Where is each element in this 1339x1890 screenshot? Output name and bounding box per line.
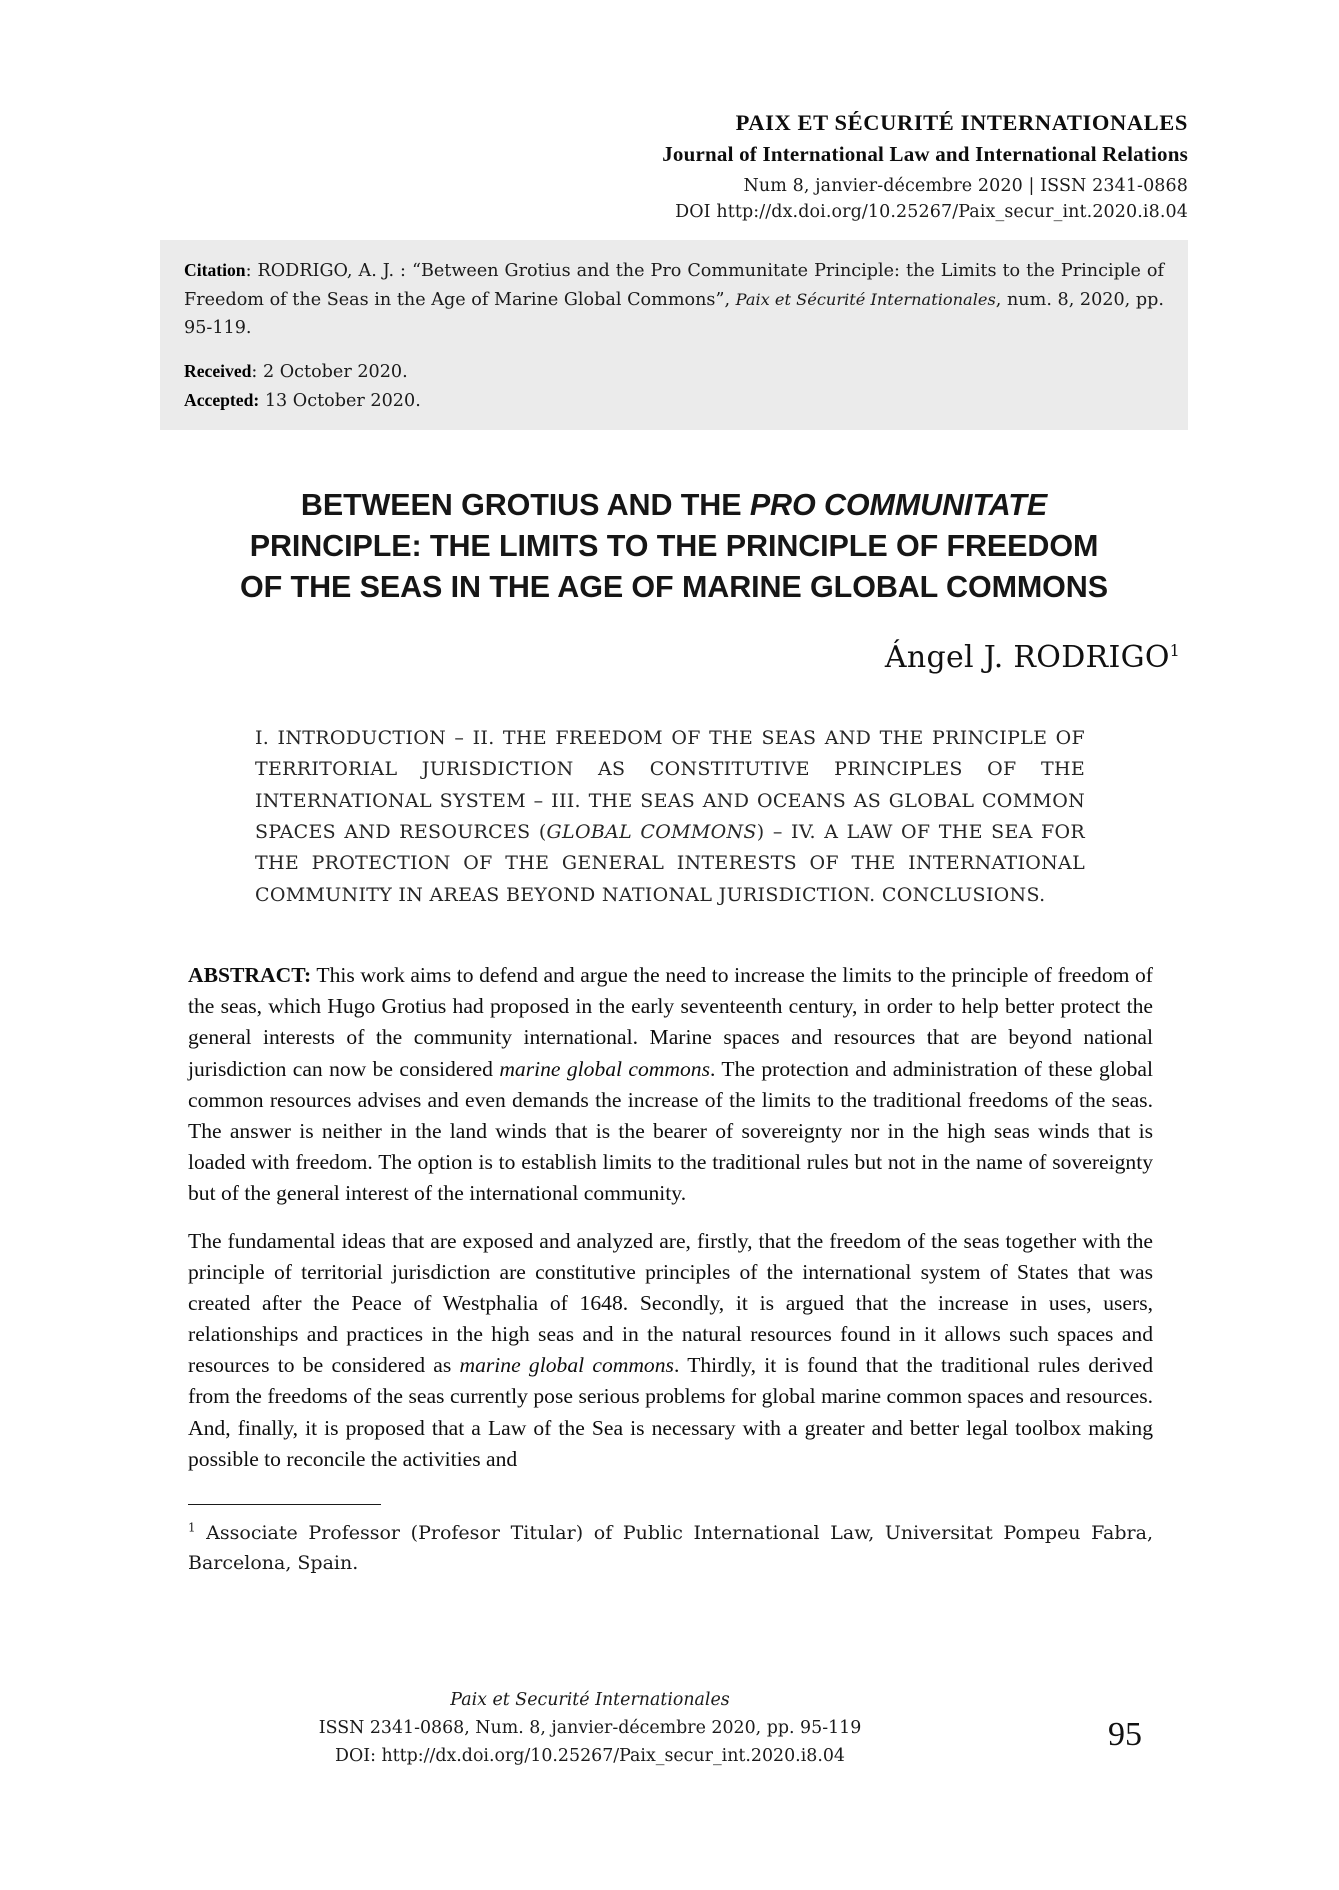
- citation-text-before-italic: : RODRIGO, A. J. : “Between Grotius and the Pro Communitate Principle: the Limits to the Principle of Freedom of the Seas in the Age of Marine Global Commons”,: [184, 261, 1164, 310]
- footnote-marker: 1: [188, 1520, 196, 1535]
- abstract-p1-part-a: This work aims to defend and argue the need to increase the limits to the principle of freedom of the seas, which Hugo Grotius had proposed in the early seventeenth century, in order to help better protect the general interests of the community international. Marine spaces and resources that are beyond national jurisdiction can now be considered: [188, 963, 1153, 1081]
- toc-part2: ) – IV. A LAW OF THE SEA FOR THE PROTECTION OF THE GENERAL INTERESTS OF THE INTERNATIONAL COMMUNITY IN AREAS BEYOND NATIONAL JURISDICTION. CONCLUSIONS.: [255, 821, 1086, 906]
- received-label: Received: [184, 360, 252, 381]
- journal-masthead: [160, 108, 1188, 226]
- footnote-separator-rule: [188, 1504, 381, 1505]
- accepted-label: Accepted:: [184, 390, 260, 410]
- abstract-paragraph-1: [188, 960, 1153, 1210]
- page-footer: [160, 1686, 1020, 1771]
- citation-label: Citation: [184, 260, 246, 280]
- footnote-text: Associate Professor (Profesor Titular) of Public International Law, Universitat Pompeu Fabra, Barcelona, Spain.: [188, 1522, 1153, 1575]
- article-contents-summary: [255, 723, 1085, 911]
- footer-journal-name: Paix et Securité Internationales: [450, 1690, 730, 1710]
- author-footnote-marker: 1: [1169, 642, 1180, 660]
- abstract-p1-italic: marine global commons: [499, 1056, 710, 1081]
- citation-box: [160, 240, 1188, 430]
- journal-subtitle: Journal of International Law and International Relations: [662, 141, 1188, 166]
- journal-name: PAIX ET SÉCURITÉ INTERNATIONALES: [735, 110, 1188, 135]
- citation-paragraph: [184, 256, 1164, 343]
- received-value: : 2 October 2020.: [251, 361, 408, 382]
- accepted-value: 13 October 2020.: [259, 391, 421, 411]
- toc-part1: I. INTRODUCTION – II. THE FREEDOM OF THE SEAS AND THE PRINCIPLE OF TERRITORIAL JURISDICTION AS CONSTITUTIVE PRINCIPLES OF THE INTERNATIONAL SYSTEM – III. THE SEAS AND OCEANS AS GLOBAL COMMON SPACES AND RESOURCES (: [255, 727, 1085, 844]
- author-name: Ángel J. RODRIGO: [884, 640, 1170, 675]
- abstract-p2-italic: marine global commons: [459, 1353, 674, 1378]
- abstract-paragraph-2: [188, 1226, 1153, 1476]
- title-line2: PRINCIPLE: THE LIMITS TO THE PRINCIPLE OF FREEDOM: [249, 529, 1099, 564]
- received-line: [184, 357, 1164, 387]
- title-line1-prefix: BETWEEN GROTIUS AND THE: [300, 488, 750, 523]
- citation-text-after-italic: , num. 8, 2020, pp. 95-119.: [184, 289, 1164, 338]
- issue-line: Num 8, janvier-décembre 2020 | ISSN 2341-0868: [743, 176, 1188, 197]
- abstract-label: ABSTRACT:: [188, 963, 312, 987]
- citation-journal-italic: Paix et Sécurité Internationales: [735, 289, 996, 309]
- masthead-doi-line: DOI http://dx.doi.org/10.25267/Paix_secur_int.2020.i8.04: [675, 202, 1188, 223]
- footer-issn-line: ISSN 2341-0868, Num. 8, janvier-décembre 2020, pp. 95-119: [318, 1718, 862, 1739]
- title-line3: OF THE SEAS IN THE AGE OF MARINE GLOBAL COMMONS: [240, 570, 1108, 605]
- abstract-p1-part-b: . The protection and administration of these global common resources advises and even demands the increase of the limits to the traditional freedoms of the seas. The answer is neither in the land winds that is the bearer of sovereignty nor in the high seas winds that is loaded with freedom. The option is to establish limits to the traditional rules but not in the name of sovereignty but of the general interest of the international community.: [188, 1056, 1153, 1206]
- toc-italic-global-commons: GLOBAL COMMONS: [546, 821, 757, 844]
- author-byline: [168, 640, 1180, 675]
- footnote-1: [188, 1518, 1153, 1578]
- abstract-p2-part-b: . Thirdly, it is found that the traditional rules derived from the freedoms of the seas currently pose serious problems for global marine common spaces and resources. And, finally, it is proposed that a Law of the Sea is necessary with a greater and better legal toolbox making possible to reconcile the activities and: [188, 1353, 1153, 1471]
- page-number: 95: [1108, 1716, 1142, 1753]
- abstract-body: [188, 960, 1153, 1491]
- accepted-line: [184, 386, 1164, 416]
- citation-dates: [184, 357, 1164, 416]
- abstract-p2-part-a: The fundamental ideas that are exposed and analyzed are, firstly, that the freedom of the seas together with the principle of territorial jurisdiction are constitutive principles of the international system of States that was created after the Peace of Westphalia of 1648. Secondly, it is argued that the increase in uses, users, relationships and practices in the high seas and in the natural resources found in it allows such spaces and resources to be considered as: [188, 1228, 1153, 1378]
- footer-doi-line: DOI: http://dx.doi.org/10.25267/Paix_secur_int.2020.i8.04: [335, 1746, 845, 1767]
- title-line1-italic: PRO COMMUNITATE: [749, 488, 1048, 523]
- article-title: [168, 485, 1180, 608]
